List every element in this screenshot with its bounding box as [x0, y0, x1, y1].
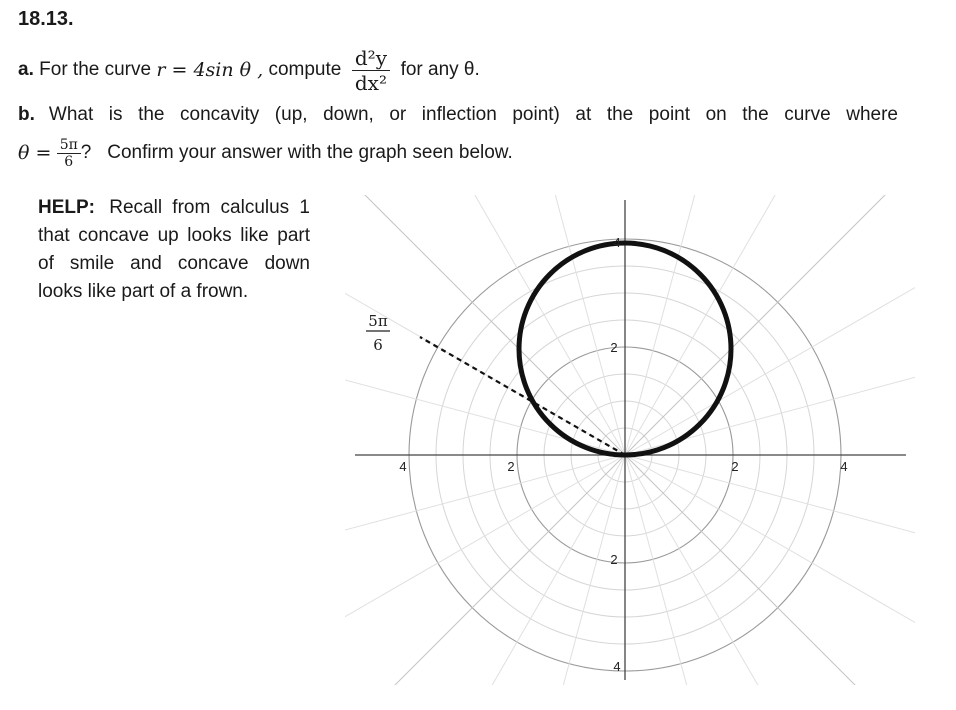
- grid-ray: [625, 109, 825, 455]
- part-a-equation: r = 4sin θ ,: [156, 59, 264, 81]
- part-a-text-middle: compute: [268, 59, 342, 80]
- part-b-text: What is the concavity (up, down, or inflection point) at the point on the curve where: [48, 104, 898, 125]
- grid-ray: [625, 455, 956, 655]
- part-a-text-before: For the curve: [39, 59, 152, 80]
- theta-equals: θ =: [18, 142, 52, 164]
- part-a-text-after: for any θ.: [400, 59, 480, 80]
- part-b-confirm: Confirm your answer with the graph seen below.: [107, 142, 513, 163]
- grid-ray: [521, 455, 625, 710]
- angle-label: [366, 312, 390, 354]
- grid-ray: [279, 455, 625, 655]
- axes: [355, 200, 906, 680]
- grid-ray: [625, 172, 908, 455]
- grid-ray: [425, 109, 625, 455]
- part-b-label: b.: [18, 104, 35, 125]
- deriv-denominator: dx²: [354, 70, 387, 95]
- help-text: Recall from calculus 1 that concave up looks like part of smile and concave down looks like part of a frown.: [38, 197, 310, 302]
- grid-ray: [625, 455, 729, 710]
- y-tick-neg2: 2: [610, 552, 618, 567]
- grid-ray: [625, 455, 956, 559]
- theta-frac-num: 5π: [57, 137, 81, 154]
- x-tick-neg4: 4: [399, 459, 407, 474]
- y-tick-2: 2: [610, 340, 618, 355]
- x-tick-4: 4: [840, 459, 848, 474]
- grid-ray: [625, 351, 956, 455]
- grid-ray: [239, 455, 625, 559]
- grid-ray: [625, 255, 956, 455]
- grid-ray: [521, 69, 625, 455]
- y-tick-neg4: 4: [613, 659, 621, 674]
- deriv-numerator: d²y: [352, 46, 390, 71]
- y-tick-4: 4: [613, 235, 621, 250]
- theta-frac-den: 6: [64, 153, 74, 170]
- x-tick-2: 2: [731, 459, 739, 474]
- help-label: HELP:: [38, 197, 95, 218]
- part-a-label: a.: [18, 59, 34, 80]
- polar-grid: [239, 69, 956, 710]
- question-mark: ?: [80, 142, 92, 163]
- angle-label-num: 5π: [368, 312, 388, 330]
- angle-label-den: 6: [373, 336, 383, 354]
- grid-ray: [625, 69, 729, 455]
- problem-number: 18.13.: [18, 8, 74, 30]
- x-tick-neg2: 2: [507, 459, 515, 474]
